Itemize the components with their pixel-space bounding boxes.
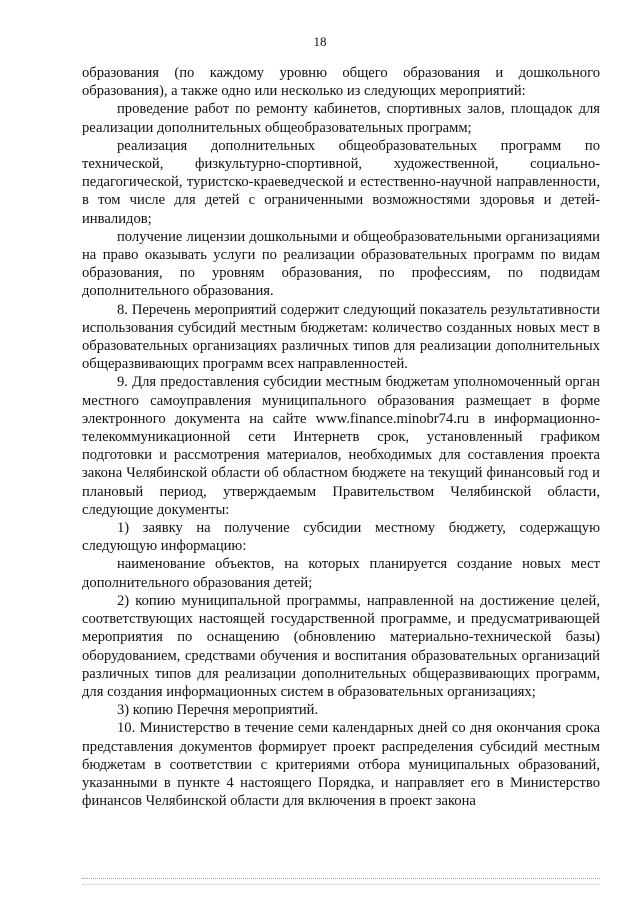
paragraph: 3) копию Перечня мероприятий. [117,702,319,719]
paragraph: 1) заявку на получение субсидии местному бюджету, содержащую следующую информацию: [82,520,600,555]
paragraph: образования (по каждому уровню общего образования и дошкольного образования), а также одно или несколько из следующих мероприятий: [82,65,600,100]
paragraph: 8. Перечень мероприятий содержит следующий показатель результативности использования субсидий местным бюджетам: количество созданных новых мест в образовательных организациях различных типов для реализации дополнительных общеразвивающих программ всех направленностей. [82,301,600,373]
paragraph: получение лицензии дошкольными и общеобразовательными организациями на право оказывать услуги по реализации образовательных программ по видам образования, по уровням образования, по профессиям, по подвидам дополнительного образования. [82,228,600,300]
paragraph: 9. Для предоставления субсидии местным бюджетам уполномоченный орган местного самоуправления муниципального образования размещает в форме электронного документа на сайте www.finance.minobr74.ru в информационно-телекоммуникационной сети Интернетв срок, установленный графиком подготовки и рассмотрения материалов, необходимых для составления проекта закона Челябинской области об областном бюджете на текущий финансовый год и плановый период, утверждаемым Правительством Челябинской области, следующие документы: [82,374,600,518]
page-number: 18 [313,34,327,49]
footer-divider [82,878,600,879]
paragraph: проведение работ по ремонту кабинетов, спортивных залов, площадок для реализации дополнительных общеобразовательных программ; [82,101,600,136]
paragraph: 2) копию муниципальной программы, направленной на достижение целей, соответствующих настоящей государственной программе, и предусматривающей мероприятия по оснащению (обновлению материально-технической базы) оборудованием, средствами обучения и воспитания образовательных организаций различных типов для реализации дополнительных общеразвивающих программ, для создания информационных систем в образовательных организациях; [82,592,600,700]
paragraph: реализация дополнительных общеобразовательных программ по технической, физкультурно-спортивной, художественной, социально-педагогической, туристско-краеведческой и естественно-научной направленности, в том числе для детей с ограниченными возможностями здоровья и детей-инвалидов; [82,137,600,227]
paragraph: наименование объектов, на которых планируется создание новых мест дополнительного образования детей; [82,556,600,591]
paragraph: 10. Министерство в течение семи календарных дней со дня окончания срока представления документов формирует проект распределения субсидий местным бюджетам в соответствии с критериями отбора муниципальных образований, указанными в пункте 4 настоящего Порядка, и направляет его в Министерство финансов Челябинской области для включения в проект закона [82,720,600,810]
footer-divider [82,884,600,885]
document-body [82,64,600,810]
